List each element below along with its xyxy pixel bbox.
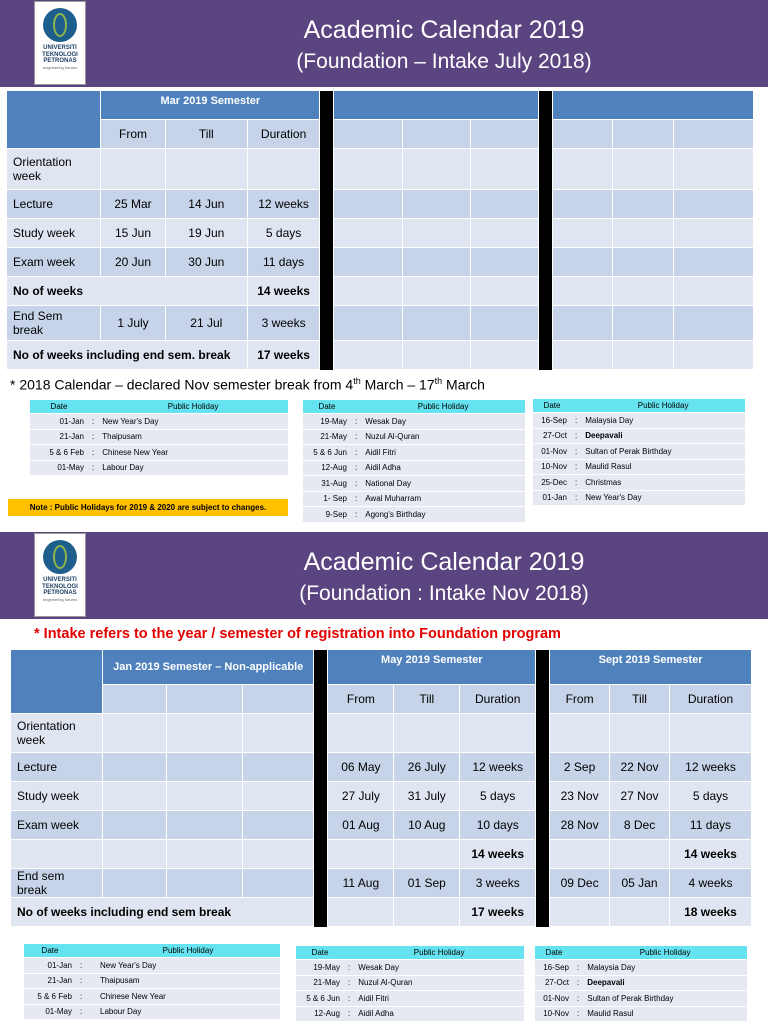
logo-line1: UNIVERSITI — [43, 45, 77, 51]
holiday-name: Malaysia Day — [581, 413, 745, 429]
utp-emblem-icon — [43, 8, 77, 42]
holiday-name: Aidil Fitri — [361, 445, 525, 461]
holiday-separator: : — [573, 991, 583, 1007]
row-label: Exam week — [11, 811, 103, 840]
holiday-name: New Year's Day — [98, 414, 288, 430]
holiday-date: 1- Sep — [303, 491, 351, 507]
holiday-name: Chinese New Year — [96, 989, 280, 1005]
holiday-name-header: Public Holiday — [98, 400, 288, 414]
title-banner — [0, 532, 768, 619]
holiday-row — [24, 973, 280, 989]
holiday-separator: : — [571, 459, 581, 475]
holiday-separator: : — [344, 960, 354, 976]
holiday-date: 19-May — [303, 414, 351, 430]
holiday-row — [303, 476, 525, 492]
col-till: Till — [165, 120, 247, 149]
cell-duration: 12 weeks — [247, 190, 319, 219]
cell-sep-till: 27 Nov — [610, 782, 670, 811]
holiday-date: 9-Sep — [303, 507, 351, 523]
holiday-name: Wesak Day — [354, 960, 524, 976]
holiday-row — [303, 507, 525, 523]
cell-from: 1 July — [101, 306, 165, 341]
holiday-date: 16-Sep — [533, 413, 571, 429]
holiday-name-header: Public Holiday — [583, 946, 747, 960]
holiday-separator: : — [88, 445, 98, 461]
cell-sep-till: 8 Dec — [610, 811, 670, 840]
col-duration: Duration — [247, 120, 319, 149]
logo-line3: PETRONAS — [43, 58, 77, 64]
holiday-row — [30, 429, 288, 445]
holiday-row — [533, 459, 745, 475]
cell-may-from: 01 Aug — [328, 811, 394, 840]
holiday-name: Aidil Adha — [354, 1006, 524, 1022]
holiday-date-header: Date — [24, 944, 76, 958]
cell-may-from: 11 Aug — [328, 869, 394, 898]
holiday-separator: : — [351, 445, 361, 461]
holiday-separator: : — [76, 989, 96, 1005]
utp-logo — [34, 533, 86, 617]
cell-may-duration: 12 weeks — [460, 753, 536, 782]
holiday-separator: : — [573, 975, 583, 991]
holiday-date: 21-May — [303, 429, 351, 445]
holiday-name: Thaipusam — [98, 429, 288, 445]
cell-sep-duration: 4 weeks — [669, 869, 751, 898]
cell-may-from: 06 May — [328, 753, 394, 782]
cell-from: 15 Jun — [101, 219, 165, 248]
holiday-list — [303, 400, 525, 523]
holiday-date: 21-Jan — [30, 429, 88, 445]
holiday-date-header: Date — [533, 399, 571, 413]
row-label: End sem break — [11, 869, 103, 898]
column-divider — [536, 650, 550, 927]
holiday-list — [30, 400, 288, 476]
holiday-name-header: Public Holiday — [361, 400, 525, 414]
holiday-name: Wesak Day — [361, 414, 525, 430]
holiday-row — [30, 460, 288, 476]
holiday-date: 27-Oct — [533, 428, 571, 444]
holiday-row — [24, 958, 280, 974]
semester-header-sept: Sept 2019 Semester — [550, 650, 752, 685]
logo-line2: TEKNOLOGI — [42, 51, 78, 58]
holiday-date: 01-Jan — [533, 490, 571, 506]
holiday-name: Aidil Adha — [361, 460, 525, 476]
semester-header-may: May 2019 Semester — [328, 650, 536, 685]
holiday-row — [30, 414, 288, 430]
cell-may-duration: 14 weeks — [460, 840, 536, 869]
col-duration: Duration — [669, 685, 751, 714]
title-banner — [0, 0, 768, 87]
cell-from: 20 Jun — [101, 248, 165, 277]
holiday-name-header: Public Holiday — [354, 946, 524, 960]
holiday-name: New Year's Day — [96, 958, 280, 974]
holiday-row — [24, 1004, 280, 1020]
holiday-row — [296, 960, 524, 976]
holiday-name: Nuzul Al-Quran — [354, 975, 524, 991]
holiday-list — [535, 946, 747, 1022]
row-label: No of weeks — [7, 277, 248, 306]
holiday-row — [535, 1006, 747, 1022]
row-label: Orientation week — [11, 714, 103, 753]
col-till: Till — [610, 685, 670, 714]
holiday-warning: Note : Public Holidays for 2019 & 2020 are subject to changes. — [8, 499, 288, 516]
holiday-separator: : — [571, 428, 581, 444]
cell-may-duration: 3 weeks — [460, 869, 536, 898]
holiday-row — [533, 413, 745, 429]
holiday-row — [303, 445, 525, 461]
holiday-name-header: Public Holiday — [581, 399, 745, 413]
holiday-name: Awal Muharram — [361, 491, 525, 507]
holiday-date: 01-Jan — [24, 958, 76, 974]
row-label: Lecture — [11, 753, 103, 782]
row-label: Lecture — [7, 190, 101, 219]
holiday-row — [24, 989, 280, 1005]
cell-duration: 3 weeks — [247, 306, 319, 341]
holiday-row — [296, 1006, 524, 1022]
logo-line2: TEKNOLOGI — [42, 583, 78, 590]
row-label: Exam week — [7, 248, 101, 277]
holiday-separator: : — [571, 444, 581, 460]
cell-from: 25 Mar — [101, 190, 165, 219]
logo-tagline: engineering futures — [42, 64, 78, 70]
holiday-row — [533, 428, 745, 444]
column-divider — [320, 91, 334, 370]
holiday-date: 01-May — [30, 460, 88, 476]
holiday-row — [535, 975, 747, 991]
holiday-name: Labour Day — [98, 460, 288, 476]
holiday-row — [296, 991, 524, 1007]
holiday-name: Labour Day — [96, 1004, 280, 1020]
holiday-separator: : — [76, 958, 96, 974]
cell-may-till: 01 Sep — [394, 869, 460, 898]
holiday-separator: : — [571, 490, 581, 506]
row-label: No of weeks including end sem break — [11, 898, 314, 927]
holiday-date: 10-Nov — [533, 459, 571, 475]
holiday-list — [296, 946, 524, 1022]
cell-may-from: 27 July — [328, 782, 394, 811]
holiday-date: 01-May — [24, 1004, 76, 1020]
holiday-row — [296, 975, 524, 991]
holiday-date: 10-Nov — [535, 1006, 573, 1022]
cell-sep-from: 28 Nov — [550, 811, 610, 840]
holiday-separator: : — [351, 460, 361, 476]
holiday-separator: : — [344, 975, 354, 991]
cell-may-duration: 10 days — [460, 811, 536, 840]
holiday-separator: : — [351, 491, 361, 507]
page-title: Academic Calendar 2019 — [303, 16, 585, 44]
holiday-date: 21-May — [296, 975, 344, 991]
holiday-date: 21-Jan — [24, 973, 76, 989]
holiday-name: Thaipusam — [96, 973, 280, 989]
cell-sep-from: 23 Nov — [550, 782, 610, 811]
holiday-date: 5 & 6 Jun — [296, 991, 344, 1007]
holiday-date-header: Date — [296, 946, 344, 960]
holiday-list — [533, 399, 745, 506]
cell-may-till: 31 July — [394, 782, 460, 811]
holiday-row — [533, 475, 745, 491]
holiday-separator: : — [571, 413, 581, 429]
slide-intake-nov-2018 — [0, 532, 768, 1024]
cell-sep-from: 09 Dec — [550, 869, 610, 898]
holiday-separator: : — [351, 507, 361, 523]
page-subtitle: (Foundation – Intake July 2018) — [296, 50, 592, 73]
holiday-name: Maulid Rasul — [583, 1006, 747, 1022]
holiday-separator: : — [76, 973, 96, 989]
cell-sep-till: 22 Nov — [610, 753, 670, 782]
holiday-separator: : — [88, 460, 98, 476]
logo-line3: PETRONAS — [43, 590, 77, 596]
holiday-row — [535, 991, 747, 1007]
holiday-name: Deepavali — [581, 428, 745, 444]
holiday-date: 16-Sep — [535, 960, 573, 976]
holiday-date: 01-Nov — [535, 991, 573, 1007]
holiday-separator: : — [344, 1006, 354, 1022]
page-subtitle: (Foundation : Intake Nov 2018) — [299, 582, 589, 605]
cell-may-till: 10 Aug — [394, 811, 460, 840]
semester-header-empty — [334, 91, 539, 120]
holiday-date: 12-Aug — [296, 1006, 344, 1022]
holiday-date-header: Date — [30, 400, 88, 414]
holiday-name: Malaysia Day — [583, 960, 747, 976]
cell-may-till: 26 July — [394, 753, 460, 782]
holiday-row — [30, 445, 288, 461]
utp-logo — [34, 1, 86, 85]
holiday-date: 19-May — [296, 960, 344, 976]
row-label-header — [11, 650, 103, 714]
holiday-name: Agong's Birthday — [361, 507, 525, 523]
row-label: Study week — [7, 219, 101, 248]
holiday-separator: : — [88, 414, 98, 430]
holiday-name-header: Public Holiday — [96, 944, 280, 958]
holiday-date: 5 & 6 Feb — [30, 445, 88, 461]
holiday-date-header: Date — [535, 946, 573, 960]
holiday-row — [535, 960, 747, 976]
column-divider — [539, 91, 553, 370]
calendar-table — [6, 90, 754, 370]
cell-sep-duration: 18 weeks — [669, 898, 751, 927]
column-divider — [314, 650, 328, 927]
col-till: Till — [394, 685, 460, 714]
holiday-row — [303, 414, 525, 430]
holiday-date-header: Date — [303, 400, 351, 414]
holiday-separator: : — [573, 1006, 583, 1022]
holiday-row — [303, 460, 525, 476]
holiday-date: 31-Aug — [303, 476, 351, 492]
holiday-name: New Year's Day — [581, 490, 745, 506]
cell-till: 21 Jul — [165, 306, 247, 341]
holiday-date: 5 & 6 Feb — [24, 989, 76, 1005]
holiday-name: Sultan of Perak Birthday — [581, 444, 745, 460]
cell-duration: 17 weeks — [247, 341, 319, 370]
col-from: From — [101, 120, 165, 149]
holiday-separator: : — [88, 429, 98, 445]
semester-header-empty — [553, 91, 754, 120]
cell-sep-duration: 11 days — [669, 811, 751, 840]
holiday-row — [303, 491, 525, 507]
holiday-date: 5 & 6 Jun — [303, 445, 351, 461]
logo-tagline: engineering futures — [42, 596, 78, 602]
holiday-date: 12-Aug — [303, 460, 351, 476]
row-label: Orientation week — [7, 149, 101, 190]
holiday-date: 01-Nov — [533, 444, 571, 460]
cell-sep-duration: 12 weeks — [669, 753, 751, 782]
cell-duration: 5 days — [247, 219, 319, 248]
cell-may-duration: 17 weeks — [460, 898, 536, 927]
holiday-name: Aidil Fitri — [354, 991, 524, 1007]
intake-note: * Intake refers to the year / semester of registration into Foundation program — [34, 626, 561, 642]
cell-duration: 14 weeks — [247, 277, 319, 306]
holiday-name: Deepavali — [583, 975, 747, 991]
holiday-date: 01-Jan — [30, 414, 88, 430]
cell-may-duration: 5 days — [460, 782, 536, 811]
holiday-name: Sultan of Perak Birthday — [583, 991, 747, 1007]
holiday-separator: : — [344, 991, 354, 1007]
col-from: From — [328, 685, 394, 714]
holiday-row — [533, 490, 745, 506]
holiday-separator: : — [573, 960, 583, 976]
holiday-list — [24, 944, 280, 1020]
row-label: Study week — [11, 782, 103, 811]
utp-emblem-icon — [43, 540, 77, 574]
page-title: Academic Calendar 2019 — [303, 548, 585, 576]
row-label: End Sem break — [7, 306, 101, 341]
row-label: No of weeks including end sem. break — [7, 341, 248, 370]
cell-sep-duration: 5 days — [669, 782, 751, 811]
logo-line1: UNIVERSITI — [43, 577, 77, 583]
holiday-separator: : — [76, 1004, 96, 1020]
cell-duration: 11 days — [247, 248, 319, 277]
holiday-date: 27-Oct — [535, 975, 573, 991]
holiday-row — [533, 444, 745, 460]
cell-sep-from: 2 Sep — [550, 753, 610, 782]
holiday-name: Nuzul Al-Quran — [361, 429, 525, 445]
col-duration: Duration — [460, 685, 536, 714]
cell-till: 30 Jun — [165, 248, 247, 277]
holiday-name: National Day — [361, 476, 525, 492]
semester-header: Mar 2019 Semester — [101, 91, 320, 120]
holiday-separator: : — [351, 476, 361, 492]
cell-till: 14 Jun — [165, 190, 247, 219]
row-label — [11, 840, 103, 869]
holiday-separator: : — [351, 414, 361, 430]
col-from: From — [550, 685, 610, 714]
cell-till: 19 Jun — [165, 219, 247, 248]
semester-header-jan: Jan 2019 Semester – Non-applicable — [102, 650, 314, 685]
holiday-row — [303, 429, 525, 445]
break-note: * 2018 Calendar – declared Nov semester break from 4th March – 17th March — [10, 376, 485, 393]
holiday-name: Chinese New Year — [98, 445, 288, 461]
row-label-header — [7, 91, 101, 149]
holiday-name: Christmas — [581, 475, 745, 491]
calendar-table — [10, 649, 752, 927]
cell-sep-till: 05 Jan — [610, 869, 670, 898]
holiday-name: Maulid Rasul — [581, 459, 745, 475]
holiday-date: 25-Dec — [533, 475, 571, 491]
cell-sep-duration: 14 weeks — [669, 840, 751, 869]
holiday-separator: : — [571, 475, 581, 491]
holiday-separator: : — [351, 429, 361, 445]
